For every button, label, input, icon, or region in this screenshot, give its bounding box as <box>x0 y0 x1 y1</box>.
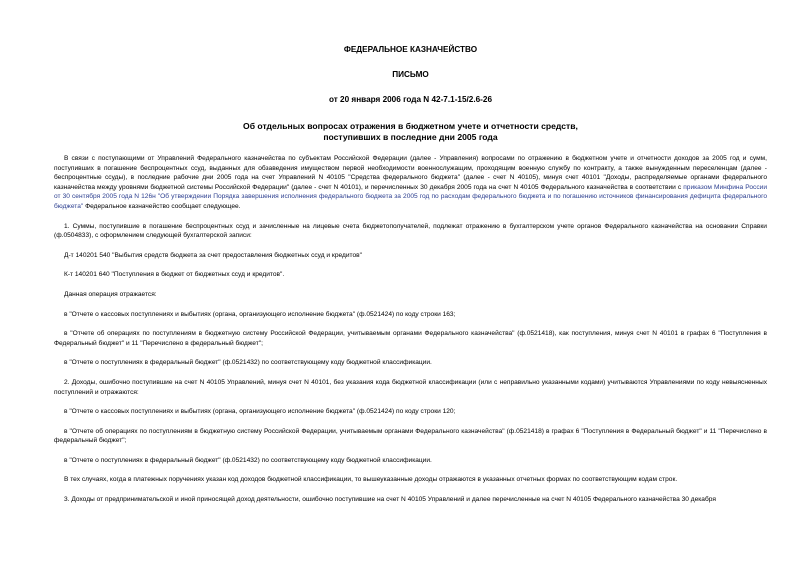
issuing-organization: ФЕДЕРАЛЬНОЕ КАЗНАЧЕЙСТВО <box>343 45 478 54</box>
paragraph-1-item-1: в "Отчете о кассовых поступлениях и выбытиях (органа, организующего исполнение бюджета" (ф.0521424) по коду строки 163; <box>64 310 456 318</box>
order-reference-link[interactable]: приказом Минфина России от 30 сентября 2005 года N 126н "Об утверждении Порядка завершения исполнения федерального бюджета за 2005 год по расходам федерального бюджета и по погашению источников финансирования дефицита федерального бюджета" <box>54 183 768 210</box>
reflected-label: Данная операция отражается: <box>64 290 157 298</box>
subject-line-1: Об отдельных вопросах отражения в бюджетном учете и отчетности средств, <box>243 121 578 131</box>
intro-text: В связи с поступающими от Управлений Федерального казначейства по субъектам Российской Федерации (далее - Управления) вопросами по отражению в бюджетном учете и отчетности доходов за 2005 год и сумм, поступивших в погашение беспроцентных ссуд, выданных для обзаведения имуществом первой необходимости военнослужащим, проходящим военную службу по контракту, а также вынужденным переселенцам (далее - беспроцентные ссуды), в последние рабочие дни 2005 года на счет Управлений N 40105 "Средства федерального бюджета" (далее - счет N 40105), минуя счет 40101 "Доходы, распределяемые органами федерального казначейства между уровнями бюджетной системы Российской Федерации" (далее - счет N 40101), и перечисленных 30 декабря 2005 года на счет N 40105 Федерального казначейства в соответствии с <box>54 155 767 191</box>
entry-credit: К-т 140201 640 "Поступления в бюджет от бюджетных ссуд и кредитов". <box>64 271 285 279</box>
paragraph-2: 2. Доходы, ошибочно поступившие на счет N 40105 Управлений, минуя счет N 40101, без указания кода бюджетной классификации (или с неправильно указанными кодами) учитываются Управлениями по коду невыясненных поступлений и отражаются: <box>54 378 767 396</box>
intro-paragraph <box>54 154 767 212</box>
intro-text-end: Федеральное казначейство сообщает следующее. <box>83 202 241 210</box>
subject-line-2: поступивших в последние дни 2005 года <box>323 132 498 142</box>
document-body <box>54 154 767 505</box>
paragraph-1-item-2: в "Отчете об операциях по поступлениям в бюджетную систему Российской Федерации, учитываемым органами Федерального казначейства" (ф.0521418), как поступления, минуя счет N 40101 в графах 6 "Поступления в Федеральный бюджет" и 11 "Перечислено в федеральный бюджет"; <box>54 330 767 347</box>
paragraph-1-item-3: в "Отчете о поступлениях в федеральный бюджет" (ф.0521432) по соответствующему коду бюджетной классификации. <box>64 359 432 367</box>
paragraph-2-item-1: в "Отчете о кассовых поступлениях и выбытиях (органа, организующего исполнение бюджета" (ф.0521424) по коду строки 120; <box>64 408 456 416</box>
paragraph-2-note: В тех случаях, когда в платежных поручениях указан код доходов бюджетной классификации, то вышеуказанные доходы отражаются в указанных отчетных формах по соответствующим кодам строк. <box>64 476 678 484</box>
paragraph-3: 3. Доходы от предпринимательской и иной приносящей доход деятельности, ошибочно поступившие на счет N 40105 Управлений и далее перечисленные на счет N 40105 Федерального казначейства 30 декабря <box>64 496 716 504</box>
document-type: ПИСЬМО <box>392 70 429 79</box>
document-date-number: от 20 января 2006 года N 42-7.1-15/2.6-26 <box>328 95 493 104</box>
document-subject <box>54 121 767 143</box>
paragraph-2-item-2: в "Отчете об операциях по поступлениям в бюджетную систему Российской Федерации, учитываемым органами Федерального казначейства" (ф.0521418) в графах 6 "Поступления в Федеральный бюджет" и 11 "Перечислено в федеральный бюджет"; <box>54 427 767 445</box>
entry-debit: Д-т 140201 540 "Выбытия средств бюджета за счет предоставления бюджетных ссуд и кредитов" <box>64 251 362 259</box>
paragraph-1: 1. Суммы, поступившие в погашение беспроцентных ссуд и зачисленные на лицевые счета бюджетополучателей, подлежат отражению в бухгалтерском учете органов Федерального казначейства на основании Справки (ф.0504833), с оформлением следующей бухгалтерской записи: <box>54 222 767 240</box>
paragraph-2-item-3: в "Отчете о поступлениях в федеральный бюджет" (ф.0521432) по соответствующему коду бюджетной классификации. <box>64 456 432 464</box>
